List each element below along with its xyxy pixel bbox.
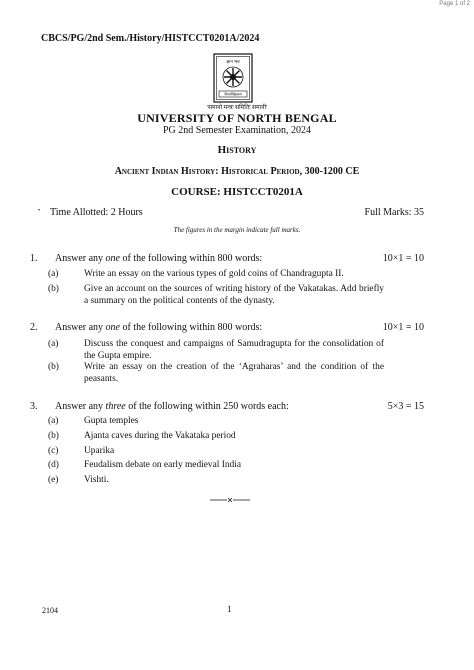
time-allotted: Time Allotted: 2 Hours — [50, 207, 143, 218]
question-instruction: Answer any one of the following within 800 words: — [55, 322, 263, 333]
paper-code-header: CBCS/PG/2nd Sem./History/HISTCCT0201A/2024 — [41, 33, 260, 44]
university-name: UNIVERSITY OF NORTH BENGAL — [137, 111, 337, 125]
university-seal-icon — [207, 53, 259, 103]
question-option: (b) Write an essay on the creation of the ‘Agraharas’ and the condition of the peasants. — [48, 362, 384, 384]
end-divider — [210, 496, 250, 504]
question-option: (d) Feudalism debate on early medieval India — [48, 460, 241, 470]
question-option: (b) Ajanta caves during the Vakataka period — [48, 431, 236, 441]
paper-title: Ancient Indian History: Historical Period, 300-1200 CE — [114, 166, 360, 177]
question-option: (a) Write an essay on the various types of gold coins of Chandragupta II. — [48, 269, 344, 279]
question-number: 3. — [30, 401, 38, 412]
seal-banner-text: विश्वविद्यालय — [224, 92, 242, 97]
question-option: (a) Gupta temples — [48, 416, 139, 426]
page-indicator: Page 1 of 2 — [439, 1, 470, 7]
question-option: (e) Vishti. — [48, 475, 109, 485]
footer-code: 2104 — [42, 606, 58, 615]
question-marks: 5×3 = 15 — [387, 401, 424, 412]
question-option: (c) Uparika — [48, 446, 115, 456]
full-marks: Full Marks: 35 — [364, 207, 424, 218]
university-motto: 'समानो मन्त्रः समितिः समानी' — [206, 105, 268, 111]
bullet-mark: • — [38, 208, 41, 214]
question-option: (a) Discuss the conquest and campaigns of Samudragupta for the consolidation of the Gupta empire. — [48, 339, 384, 361]
question-number: 2. — [30, 322, 38, 333]
course-code: COURSE: HISTCCT0201A — [171, 186, 303, 198]
question-marks: 10×1 = 10 — [382, 253, 424, 264]
marks-note: The figures in the margin indicate full marks. — [173, 226, 301, 234]
question-marks: 10×1 = 10 — [382, 322, 424, 333]
subject-title: History — [217, 144, 257, 156]
question-number: 1. — [30, 253, 38, 264]
question-instruction: Answer any three of the following within 250 words each: — [55, 401, 289, 412]
seal-top-text: ज्ञान भव — [226, 59, 240, 64]
page-number: 1 — [227, 604, 232, 614]
question-instruction: Answer any one of the following within 800 words: — [55, 253, 263, 264]
exam-title: PG 2nd Semester Examination, 2024 — [162, 125, 312, 136]
question-option: (b) Give an account on the sources of writing history of the Vakatakas. Add briefly a summary on the political contents of the dynasty. — [48, 284, 384, 306]
